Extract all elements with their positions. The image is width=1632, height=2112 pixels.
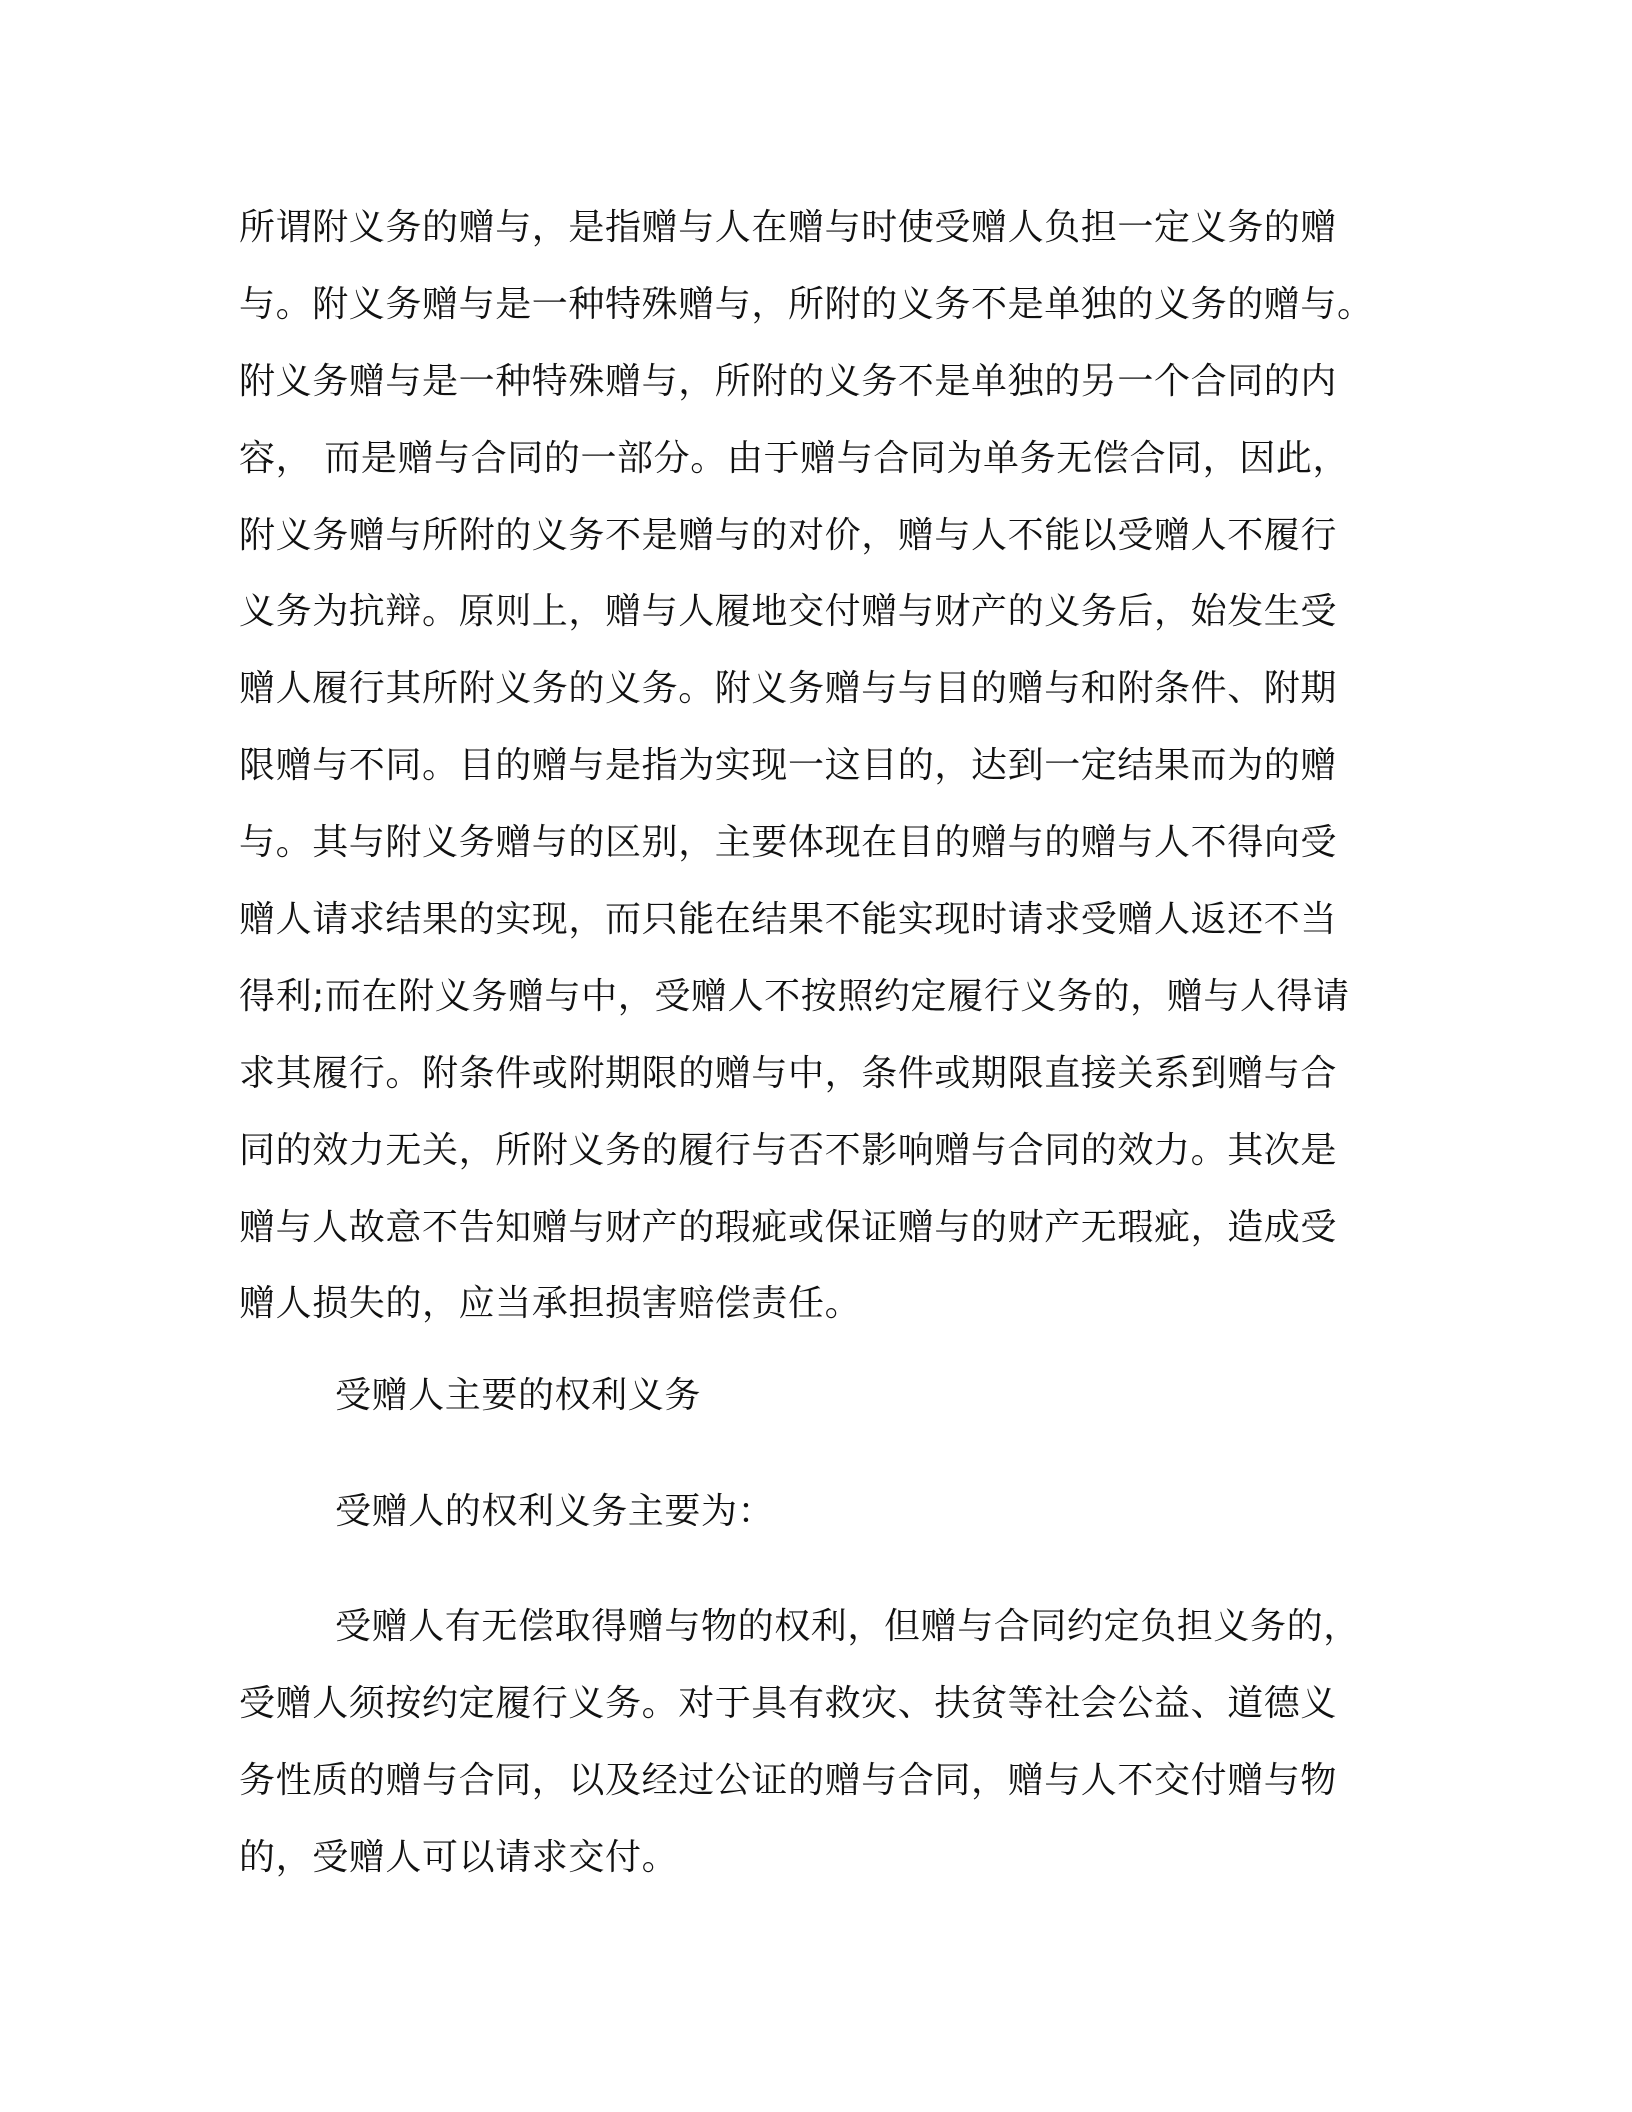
paragraph-2 xyxy=(239,1588,1389,1896)
text-line: 赠人损失的，应当承担损害赔偿责任。 xyxy=(239,1283,862,1325)
text-line: 限赠与不同。目的赠与是指为实现一这目的，达到一定结果而为的赠 xyxy=(239,745,1338,787)
text-line: 赠人请求结果的实现，而只能在结果不能实现时请求受赠人返还不当 xyxy=(239,899,1338,941)
text-line: 义务为抗辩。原则上，赠与人履地交付赠与财产的义务后，始发生受 xyxy=(239,591,1338,633)
text-line: 与。附义务赠与是一种特殊赠与，所附的义务不是单独的义务的赠与。 xyxy=(239,283,1374,325)
text-line: 的，受赠人可以请求交付。 xyxy=(239,1837,679,1878)
text-line: 受赠人有无偿取得赠与物的权利，但赠与合同约定负担义务的， xyxy=(335,1606,1360,1647)
paragraph-1 xyxy=(239,190,1389,1343)
text-line: 所谓附义务的赠与，是指赠与人在赠与时使受赠人负担一定义务的赠 xyxy=(239,207,1338,248)
text-line: 与。其与附义务赠与的区别，主要体现在目的赠与的赠与人不得向受 xyxy=(239,822,1338,864)
intro-text: 受赠人的权利义务主要为： xyxy=(335,1491,775,1532)
text-line: 附义务赠与是一种特殊赠与，所附的义务不是单独的另一个合同的内 xyxy=(239,360,1338,402)
text-line: 附义务赠与所附的义务不是赠与的对价，赠与人不能以受赠人不履行 xyxy=(239,514,1338,556)
section-heading: 受赠人主要的权利义务 xyxy=(335,1375,702,1416)
text-line: 求其履行。附条件或附期限的赠与中，条件或期限直接关系到赠与合 xyxy=(239,1052,1338,1094)
text-line: 得利;而在附义务赠与中，受赠人不按照约定履行义务的，赠与人得请 xyxy=(239,975,1350,1017)
intro-block xyxy=(239,1473,1389,1550)
text-line: 务性质的赠与合同，以及经过公证的赠与合同，赠与人不交付赠与物 xyxy=(239,1760,1338,1801)
text-line: 赠与人故意不告知赠与财产的瑕疵或保证赠与的财产无瑕疵，造成受 xyxy=(239,1206,1338,1248)
section-heading-block xyxy=(239,1357,1389,1434)
text-line: 容， 而是赠与合同的一部分。由于赠与合同为单务无偿合同，因此， xyxy=(239,437,1350,479)
text-line: 赠人履行其所附义务的义务。附义务赠与与目的赠与和附条件、附期 xyxy=(239,668,1338,710)
text-line: 同的效力无关，所附义务的履行与否不影响赠与合同的效力。其次是 xyxy=(239,1129,1338,1171)
text-line: 受赠人须按约定履行义务。对于具有救灾、扶贫等社会公益、道德义 xyxy=(239,1683,1338,1724)
